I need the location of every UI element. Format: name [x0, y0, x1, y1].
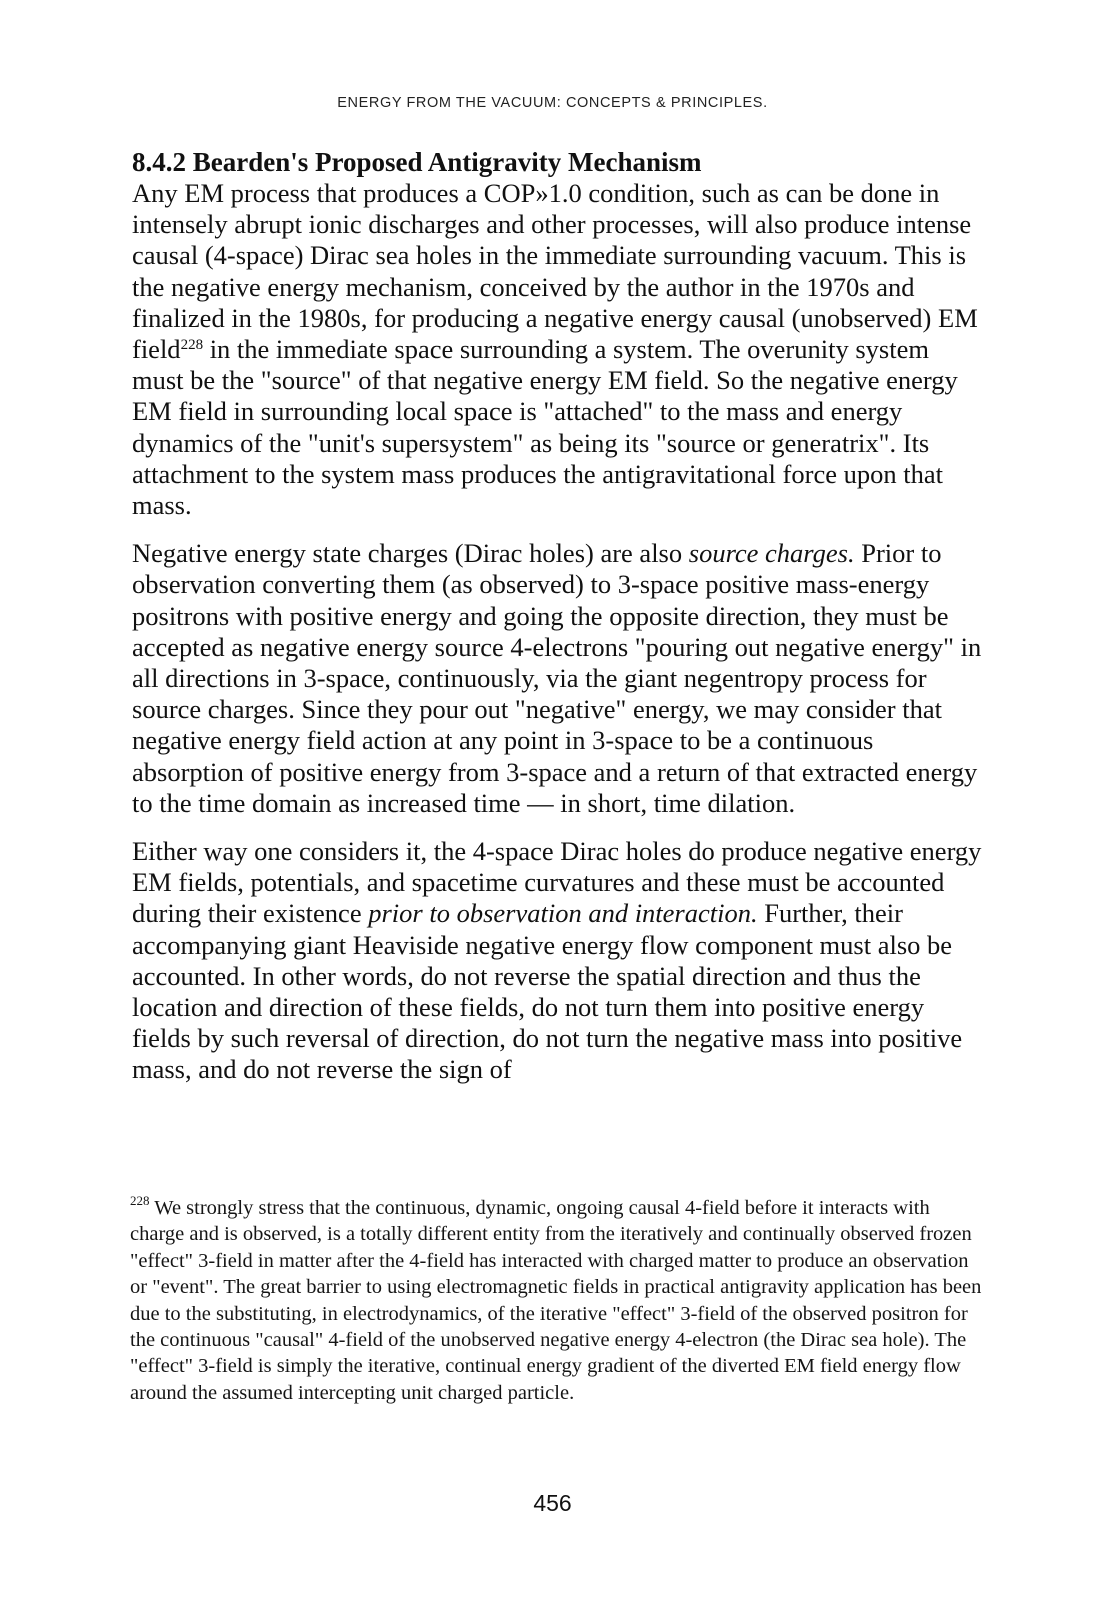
paragraph-2-text-end: Prior to observation converting them (as observed) to 3-space positive mass-energy positrons with positive energy and going the opposite direction, they must be accepted as negative energy source 4-electrons "pouring out negative energy" in all directions in 3-space, continuously, via the giant negentropy process for source charges. Since they pour out "negative" energy, we may consider that negative energy field action at any point in 3-space to be a continuous absorption of positive energy from 3-space and a return of that extracted energy to the time domain as increased time — in short, time dilation.: [132, 538, 982, 818]
footnote-reference: 228: [180, 337, 204, 354]
footnote-number: 228: [130, 1193, 150, 1208]
paragraph-2-emphasis: source charges.: [688, 538, 855, 569]
main-text: [132, 146, 984, 1086]
paragraph-3-emphasis: prior to observation and interaction.: [368, 898, 758, 929]
paragraph-2: [132, 538, 984, 819]
paragraph-1-text-start: Any EM process that produces a COP»1.0 condition, such as can be done in intensely abrupt ionic discharges and other processes, will also produce intense causal (4-space) Dirac sea holes in the immediate surrounding vacuum. This is the negative energy mechanism, conceived by the author in the 1970s and finalized in the 1980s, for producing a negative energy causal (unobserved) EM field: [132, 178, 978, 365]
paragraph-1: [132, 178, 984, 521]
footnote: [130, 1195, 982, 1406]
section-heading: 8.4.2 Bearden's Proposed Antigravity Mechanism: [132, 147, 702, 177]
paragraph-3-text-end: Further, their accompanying giant Heaviside negative energy flow component must also be accounted. In other words, do not reverse the spatial direction and thus the location and direction of these fields, do not turn them into positive energy fields by such reversal of direction, do not turn the negative mass into positive mass, and do not reverse the sign of: [132, 898, 963, 1085]
paragraph-1-text-end: in the immediate space surrounding a system. The overunity system must be the "source" of that negative energy EM field. So the negative energy EM field in surrounding local space is "attached" to the mass and energy dynamics of the "unit's supersystem" as being its "source or generatrix". Its attachment to the system mass produces the antigravitational force upon that mass.: [132, 334, 958, 521]
paragraph-3: [132, 836, 984, 1086]
paragraph-3-text-start: Either way one considers it, the 4-space Dirac holes do produce negative energy EM fields, potentials, and spacetime curvatures and these must be accounted during their existence: [132, 836, 982, 929]
page-number: 456: [533, 1490, 572, 1516]
running-header: ENERGY FROM THE VACUUM: CONCEPTS & PRINCIPLES.: [337, 95, 768, 111]
paragraph-2-text-start: Negative energy state charges (Dirac holes) are also: [132, 538, 689, 569]
footnote-text: We strongly stress that the continuous, dynamic, ongoing causal 4-field before it interacts with charge and is observed, is a totally different entity from the iteratively and continually observed frozen "effect" 3-field in matter after the 4-field has interacted with charged matter to produce an observation or "event". The great barrier to using electromagnetic fields in practical antigravity application has been due to the substituting, in electrodynamics, of the iterative "effect" 3-field of the observed positron for the continuous "causal" 4-field of the unobserved negative energy 4-electron (the Dirac sea hole). The "effect" 3-field is simply the iterative, continual energy gradient of the diverted EM field energy flow around the assumed intercepting unit charged particle.: [130, 1197, 982, 1404]
